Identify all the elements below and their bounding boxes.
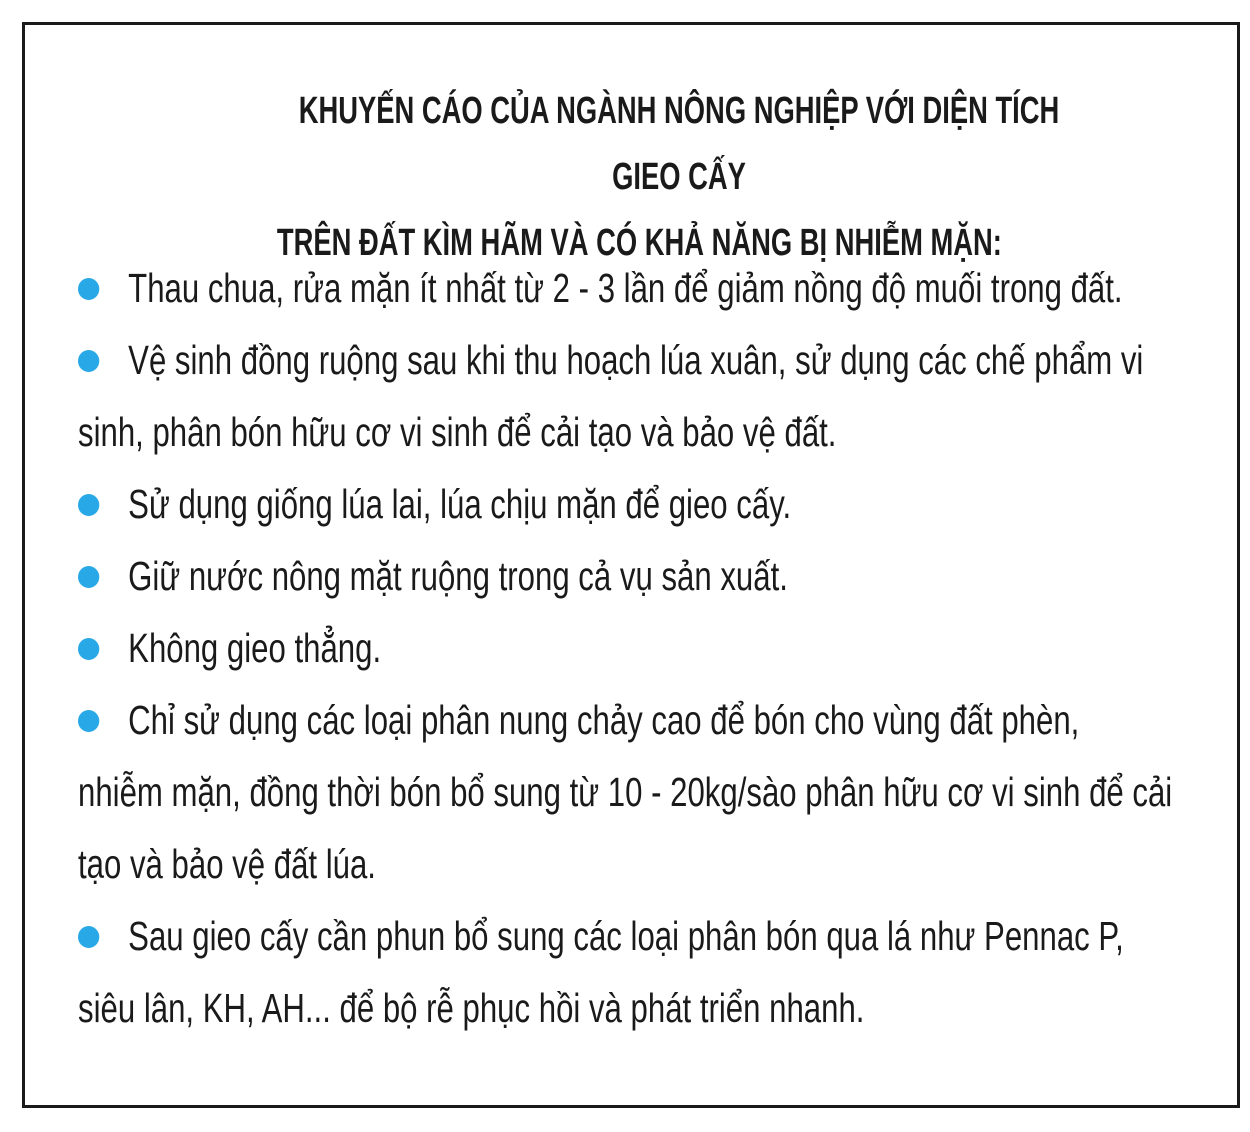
- bullet-dot-icon: [78, 566, 99, 588]
- bullet-dot-icon: [78, 638, 99, 660]
- bullet-dot-icon: [78, 494, 99, 516]
- list-item: [78, 684, 1172, 900]
- page-title: [175, 78, 1075, 276]
- list-item-text: Giữ nước nông mặt ruộng trong cả vụ sản xuất.: [128, 553, 788, 599]
- list-item-text: Không gieo thẳng.: [128, 625, 382, 671]
- list-item: [78, 468, 1172, 540]
- list-item-text: Thau chua, rửa mặn ít nhất từ 2 - 3 lần để giảm nồng độ muối trong đất.: [128, 265, 1123, 311]
- list-item-text: Vệ sinh đồng ruộng sau khi thu hoạch lúa xuân, sử dụng các chế phẩm vi sinh, phân bón hữu cơ vi sinh để cải tạo và bảo vệ đất.: [78, 337, 1144, 455]
- list-item: [78, 252, 1172, 324]
- list-item: [78, 900, 1172, 1044]
- list-item: [78, 324, 1172, 468]
- bullet-dot-icon: [78, 278, 99, 300]
- bullet-dot-icon: [78, 350, 99, 372]
- bullet-dot-icon: [78, 710, 99, 732]
- list-item-text: Sau gieo cấy cần phun bổ sung các loại phân bón qua lá như Pennac P, siêu lân, KH, AH... để bộ rễ phục hồi và phát triển nhanh.: [78, 913, 1124, 1031]
- bullet-dot-icon: [78, 926, 99, 948]
- list-item: [78, 612, 1172, 684]
- title-line-1: KHUYẾN CÁO CỦA NGÀNH NÔNG NGHIỆP VỚI DIỆN TÍCH GIEO CẤY: [298, 90, 1060, 198]
- list-item-text: Chỉ sử dụng các loại phân nung chảy cao để bón cho vùng đất phèn, nhiễm mặn, đồng thời bón bổ sung từ 10 - 20kg/sào phân hữu cơ vi sinh để cải tạo và bảo vệ đất lúa.: [78, 697, 1173, 887]
- title-line-2: TRÊN ĐẤT KÌM HÃM VÀ CÓ KHẢ NĂNG BỊ NHIỄM MẶN:: [276, 222, 1002, 264]
- list-item-text: Sử dụng giống lúa lai, lúa chịu mặn để gieo cấy.: [128, 481, 792, 527]
- recommendation-list: [78, 252, 1172, 1044]
- list-item: [78, 540, 1172, 612]
